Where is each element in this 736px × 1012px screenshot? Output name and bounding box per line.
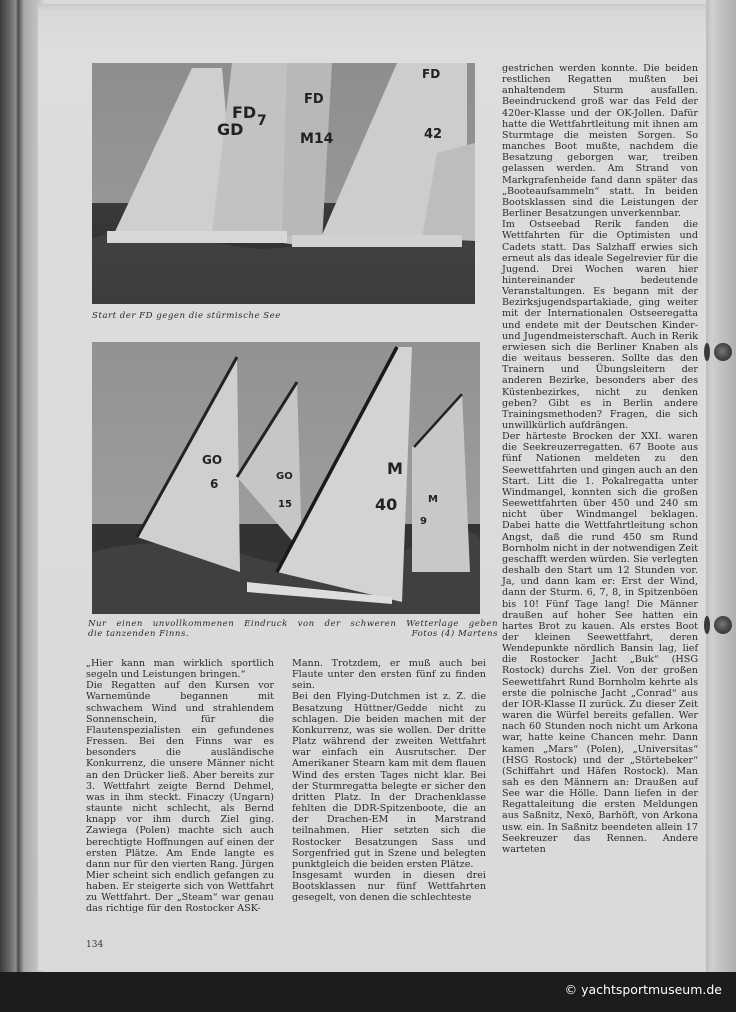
finn-dinghies-photo: [92, 342, 480, 614]
sail-mark: M: [387, 459, 403, 478]
paragraph: „Hier kann man wirklich sportlich segeln und Leistungen bringen.“: [86, 658, 274, 681]
punch-hole-shadow: [704, 616, 710, 634]
paragraph: Bei den Flying-Dutchmen ist z. Z. die Besatzung Hüttner/Gedde nicht zu schlagen. Die beiden machen mit der Konkurrenz, was sie wollen. Der dritte Platz während der zweiten Wettfahrt war einfach ein Ausrutscher. Der Amerikaner Stearn kam mit dem flauen Wind des ersten Tages nicht klar. Bei der Sturmregatta belegte er sicher den dritten Platz. In der Drachenklasse fehlten die DDR-Spitzenboote, die an der Drachen-EM in Marstrand teilnahmen. Hier setzten sich die Rostocker Besatzungen Sass und Sorgenfried gut in Szene und belegten punktgleich die beiden ersten Plätze.: [292, 691, 486, 870]
text-column-middle: [292, 658, 486, 903]
sail-mark: 7: [257, 113, 267, 129]
text-column-left: [86, 658, 274, 915]
text-column-right: [502, 63, 698, 855]
punch-hole-shadow: [704, 343, 710, 361]
sail-mark: 42: [424, 127, 443, 142]
photo-finns: [92, 342, 480, 614]
sail-mark: FD: [422, 67, 441, 81]
page-number: 134: [86, 940, 104, 950]
sailboats-photo: [92, 63, 475, 304]
sail-mark: GO: [276, 471, 293, 482]
photo-caption-2: [88, 619, 498, 639]
sail-mark: 15: [278, 499, 292, 510]
next-page-edge: [706, 0, 736, 972]
sail-mark: M14: [300, 131, 334, 147]
paragraph: Die Regatten auf den Kursen vor Warnemünde begannen mit schwachem Wind und strahlendem Sonnenschein, für die Flautenspezialisten ein gefundenes Fressen. Bei den Finns war es besonders die ausländische Konkurrenz, die unsere Männer nicht an den Drücker ließ. Aber bereits zur 3. Wettfahrt zeigte Bernd Dehmel, was in ihm steckt. Finaczy (Ungarn) staunte nicht schlecht, als Bernd knapp vor ihm durch Ziel ging. Zawiega (Polen) machte sich auch berechtigte Hoffnungen auf einen der ersten Plätze. Am Ende langte es dann nur für den vierten Rang. Jürgen Mier scheint sich endlich gefangen zu haben. Er steigerte sich von Wettfahrt zu Wettfahrt. Der „Steam“ war genau das richtige für den Rostocker ASK-: [86, 680, 274, 915]
paragraph: Mann. Trotzdem, er muß auch bei Flaute unter den ersten fünf zu finden sein.: [292, 658, 486, 692]
paragraph: Insgesamt wurden in diesen drei Bootsklassen nur fünf Wettfahrten gesegelt, von denen die schlechteste: [292, 869, 486, 904]
sail-mark: FD: [304, 92, 324, 107]
punch-hole: [714, 343, 732, 361]
sail-mark: 40: [375, 495, 398, 514]
paragraph: Der härteste Brocken der XXI. waren die Seekreuzerregatten. 67 Boote aus fünf Nationen meldeten zu den Seewettfahrten und gingen auch an den Start. Litt die 1. Pokalregatta unter Windmangel, konnten sich die großen Seewettfahrten über 450 und 240 sm nicht über Windmangel beklagen. Dabei hatte die Wettfahrtleitung schon Angst, daß die rund 450 sm Rund Bornholm nicht in der notwendigen Zeit geschafft werden würden. Sie verlegten deshalb den Start um 12 Stunden vor. Ja, und dann kam er: Erst der Wind, dann der Sturm. 6, 7, 8, in Spitzenböen bis 10! Fünf Tage lang! Die Männer draußen auf hoher See hatten ein hartes Brot zu kauen. Als erstes Boot der kleinen Seewettfahrt, deren Wendepunkte nördlich Bansin lag, lief die Rostocker Jacht „Buk“ (HSG Rostock) durchs Ziel. Von der großen Seewettfahrt Rund Bornholm kehrte als erste die polnische Jacht „Conrad“ aus der IOR-Klasse II zurück. Zu dieser Zeit waren die Würfel bereits gefallen. Wer nach 60 Stunden noch nicht um Arkona war, hatte keine Chancen mehr. Dann kamen „Mars“ (Polen), „Universitas“ (HSG Rostock) und der „Störtebeker“ (Schiffahrt und Häfen Rostock). Man sah es den Männern an: Draußen auf See war die Hölle. Dann liefen in der Regattaleitung die ersten Meldungen aus Saßnitz, Nexö, Barhöft, von Arkona usw. ein. In Saßnitz beendeten allein 17 Seekreuzer das Rennen. Andere warteten: [502, 431, 698, 855]
sail-mark: GO: [202, 453, 223, 467]
caption-line-2: die tanzenden Finns.: [88, 629, 190, 639]
caption-line-1: Nur einen unvollkommenen Eindruck von der schweren Wetterlage geben: [88, 619, 498, 629]
punch-hole: [714, 616, 732, 634]
paragraph: gestrichen werden konnte. Die beiden restlichen Regatten mußten bei anhaltendem Sturm ausfallen. Beeindruckend groß war das Feld der 420er-Klasse und der OK-Jollen. Dafür hatte die Wettfahrtleitung mit ihnen am Sturmtage die meisten Sorgen. So manches Boot mußte, nachdem die Besatzung geborgen war, treiben gelassen werden. Am Strand von Markgrafenheide fand dann später das „Booteaufsammeln“ statt. In beiden Bootsklassen sind die Leistungen der Berliner Besatzungen unverkennbar.: [502, 63, 698, 220]
sail-mark: M: [428, 494, 438, 505]
sail-mark: 6: [210, 477, 219, 491]
photo-credit: Fotos (4) Martens: [411, 629, 498, 639]
sail-mark: GD: [217, 120, 244, 139]
sail-mark: FD: [232, 103, 257, 122]
copyright-watermark: © yachtsportmuseum.de: [564, 982, 722, 997]
sail-mark: 9: [420, 516, 427, 527]
paragraph: Im Ostseebad Rerik fanden die Wettfahrten für die Optimisten und Cadets statt. Das Salzhaff erwies sich erneut als das ideale Segelrevier für die Jugend. Drei Wochen waren hier hintereinander bedeutende Veranstaltungen. Es begann mit der Bezirksjugendspartakiade, ging weiter mit der Internationalen Ostseeregatta und endete mit der Deutschen Kinder- und Jugendmeisterschaft. Auch in Rerik erwiesen sich die Berliner Knaben als die weitaus besseren. Sollte das den Trainern und Übungsleitern der anderen Bezirke, besonders aber des Küstenbezirkes, nicht zu denken geben? Gibt es in Berlin andere Trainingsmethoden? Fragen, die sich unwillkürlich aufdrängen.: [502, 219, 698, 431]
photo-fd-start: [92, 63, 475, 304]
photo-caption-1: Start der FD gegen die stürmische See: [92, 311, 281, 321]
